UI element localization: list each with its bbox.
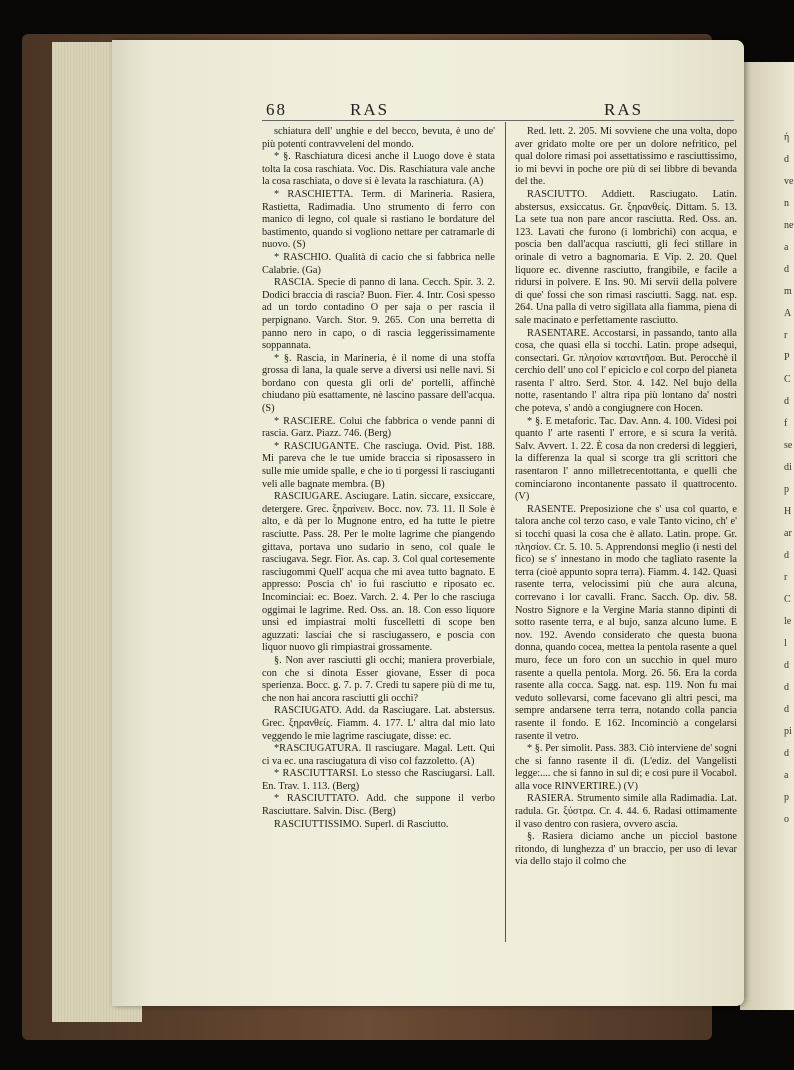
dictionary-entry: RASCIUTTO. Addiett. Rasciugato. Latin. abstersus, exsiccatus. Gr. ξηρανθείς. Dittam. 5. 13. La sete tua non pare ancor rasciutta. Red. Oss. an. 123. Lavati che furono (i lombrichi) con acqua, e poscia ben dall'acqua rasciutti, gli feci stillare in orinale di vetro a bagnomaria. E Vip. 2. 20. Quel liquore ec. divenne rasciutto, frangibile, e facile a ridursi in polvere. E Ins. 90. Mi servii della polvere di que' fossi che son rimasi rasciutti. Sagg. nat. esp. 264. Una palla di vetro sigillata alla fiamma, piena di sale macinato e perfettamente rasciutto. [515,188,737,326]
dictionary-entry: * RASCHIO. Qualità di cacio che si fabbrica nelle Calabrie. (Ga) [262,251,495,276]
dictionary-entry: RASCIA. Specie di panno di lana. Cecch. Spir. 3. 2. Dodici braccia di rascia? Buon. Fier. 4. Intr. Così spesso ad un tordo contadino O per saja o per rascia il perpignano. Varch. Stor. 9. 265. Con una berretta di panno nero in capo, o di rascia leggerissimamente soppannata. [262,277,495,352]
next-page-text-fragment: C [784,594,791,605]
dictionary-entry: RASENTE. Preposizione che s' usa col quarto, e talora anche col terzo caso, e vale Tanto vicino, ch' e' si tocchi quasi la cosa che è allato. Latin. prope. Gr. πλησίον. Cr. 5. 10. 5. Apprendonsi meglio (i nesti del fico) se s' innestano in modo che tagliato rasente la terra (cioè appunto sopra terra). Fiamm. 4. 142. Quasi rasente terra, velocissimi più che aura alcuna, correvano i lor cavalli. Franc. Sacch. Op. div. 58. Nostro Signore e la Vergine Maria stanno dipinti di sotto rasente terra, e al bujo, sanza alcuno lume. E nov. 192. Avendo considerato che questa buona donna, quando cocea, mettea la pentola rasente a quel muro, fece un foro con un succhio in quel muro rasente a quella pentola. Morg. 26. 56. Era la corda rasente alla cocca. Sagg. nat. esp. 119. Non fu mai veduto sollevarsi, come facevano gli altri pesci, ma sempre andarsene terra terra, notando colla pancia rasente il fondo. E 162. Incominciò a congelarsi rasente il vetro. [515,503,737,742]
next-page-text-fragment: o [784,814,789,825]
next-page-text-fragment: ve [784,176,794,187]
next-page-text-fragment: d [784,682,789,693]
next-page-text-fragment: d [784,264,789,275]
next-page-text-fragment: C [784,374,791,385]
right-column [515,126,737,869]
next-page-text-fragment: ne [784,220,794,231]
dictionary-entry: * §. Rascia, in Marineria, è il nome di una stoffa grossa di lana, la quale serve a diversi usi nelle navi. Si bordano con questa gli orli de' portelli, affinchè chiudano più esattamente, nè lascino passare dell'acqua. (S) [262,352,495,415]
next-page-text-fragment: a [784,770,789,781]
dictionary-entry: §. Rasiera diciamo anche un picciol bastone ritondo, di lunghezza d' un braccio, per uso di levar via dello stajo il colmo che [515,831,737,868]
next-page-text-fragment: d [784,154,789,165]
next-page-text-fragment: d [784,550,789,561]
dictionary-entry: * RASCIERE. Colui che fabbrica o vende panni di rascia. Garz. Piazz. 746. (Berg) [262,415,495,440]
left-running-head: RAS [350,100,390,119]
next-page-text-fragment: d [784,660,789,671]
next-page-text-fragment: p [784,792,789,803]
dictionary-entry: * RASCIUTTARSI. Lo stesso che Rasciugarsi. Lall. En. Trav. 1. 113. (Berg) [262,768,495,792]
next-page-text-fragment: l [784,638,787,649]
dictionary-entry: RASCIUGATO. Add. da Rasciugare. Lat. abstersus. Grec. ξηρανθείς. Fiamm. 4. 177. L' altra dal mio lato veggendo le mie lagrime rasciugate, disse: ec. [262,705,495,742]
next-page-text-fragment: di [784,462,792,473]
dictionary-entry: *RASCIUGATURA. Il rasciugare. Magal. Lett. Qui ci va ec. una rasciugatura di viso col fazzoletto. (A) [262,743,495,767]
next-page-text-fragment: le [784,616,792,627]
left-column [262,126,495,831]
dictionary-entry: * RASCIUTTATO. Add. che suppone il verbo Rasciuttare. Salvin. Disc. (Berg) [262,793,495,818]
header-rule [262,120,734,121]
page-number: 68 [266,100,287,119]
dictionary-entry: * RASCHIETTA. Term. di Marineria. Rasiera, Rastietta, Radimadia. Uno strumento di ferro con manico di legno, col quale si rastiano le bordature del bastimento, quando si vogliono nettare per catramarle di nuovo. (S) [262,188,495,251]
dictionary-entry: RASCIUTTISSIMO. Superl. di Rasciutto. [274,818,449,830]
next-page-text-fragment: d [784,704,789,715]
next-page-text-fragment: a [784,242,789,253]
dictionary-entry: Red. lett. 2. 205. Mi sovviene che una volta, dopo aver gridato molte ore per un dolore nefritico, pel qual dolore rimasi poi assettatissimo e rasciuttissimo, io mi bevvi in poche ore più di sei libbre di bevanda del the. [515,126,737,188]
next-page-text-fragment: A [784,308,792,319]
next-page-text-fragment: pi [784,726,792,737]
next-page-text-fragment: P [784,352,790,363]
right-running-head: RAS [604,100,644,119]
dictionary-entry: * §. Raschiatura dicesi anche il Luogo dove è stata tolta la cosa raschiata. Voc. Dis. Raschiatura vale anche la cosa raschiata, o dove si è levata la raschiatura. (A) [262,151,495,188]
dictionary-entry: RASENTARE. Accostarsi, in passando, tanto alla cosa, che quasi ella si tocchi. Latin. prope adsequi, consectari. Gr. πλησίον καταντῆσαι. But. Perocchè il cerchio dell' uno col l' epiciclo e col corpo del pianeta rasenta l' altro. Serd. Stor. 4. 142. Nel bujo della notte, rasentando l' altra ripa più lontano da' nostri che poteva, s' andò a congiugnere con Hocen. [515,327,737,415]
column-divider [505,122,506,942]
next-page-edge [740,62,794,1010]
next-page-text-fragment: ar [784,528,792,539]
next-page-text-fragment: f [784,418,788,429]
next-page-text-fragment: d [784,748,789,759]
dictionary-entry: * §. E metaforic. Tac. Dav. Ann. 4. 100. Videsi poi quanto l' arte rasenti l' errore, e si scura la verità. Salv. Avvert. 1. 22. È cosa da non credersi di leggieri, la differenza la qual si scorge tra gli scrittori che rasentaron l' anno milletrecentottanta, e quelli che cominciarono incontanente passato il quattrocento. (V) [515,415,737,503]
next-page-text-fragment: ή [784,132,790,143]
next-page-text-fragment: m [784,286,792,297]
next-page-text-fragment: p [784,484,789,495]
dictionary-entry: * §. Per simolit. Pass. 383. Ciò interviene de' sogni che si fanno rasente il dì. (L'ediz. del Vangelisti legge:.... che si fanno in sul dì; e così pure il Vocabol. alla voce RINVERTIRE.) (V) [515,743,737,792]
dictionary-entry: schiatura dell' unghie e del becco, bevuta, è uno de' più potenti contravveleni del mondo. [262,126,495,150]
dictionary-entry: RASCIUGARE. Asciugare. Latin. siccare, exsiccare, detergere. Grec. ξηραίνειν. Bocc. nov. 73. 11. Il Sole è alto, e dà per lo Mugnone entro, ed ha tutte le pietre rasciutte. Pass. 28. Per le molte lagrime che piangendo gittava, portava uno sudario in seno, col quale le rasciugava. Segr. Fior. As. cap. 3. Col qual cortesemente rasciugommi Quell' acqua che mi avea tutto bagnato. E appresso: Poscia ch' io fui rasciutto e riposato ec. Incominciai: ec. Boez. Varch. 2. 4. Per lo che rasciuga oggimai le lagrime. Red. Oss. an. 18. Con esso liquore unsi ed impiastrai molti fuscelletti di scope ben aguzzati: lasciai che si rasciugassero, e poscia con liquor nuovo gli rimpiastrai grossamente. [262,491,495,654]
dictionary-entry: §. Non aver rasciutti gli occhi; maniera proverbiale, con che si dinota Esser giovane, Esser di poca sperienza. Bocc. g. 7. p. 7. Credi tu sapere più di me tu, che non hai ancora rasciutti gli occhi? [262,654,495,704]
next-page-text-fragment: n [784,198,789,209]
dictionary-entry: RASIERA. Strumento simile alla Radimadia. Lat. radula. Gr. ξύστρα. Cr. 4. 44. 6. Radasi ottimamente il vaso dentro con rasiera, ovvero ascia. [515,793,737,830]
next-page-text-fragment: se [784,440,793,451]
next-page-text-fragment: d [784,396,789,407]
dictionary-entry: * RASCIUGANTE. Che rasciuga. Ovid. Pist. 188. Mi pareva che le tue umide braccia si riposassero in sulle mie umide spalle, e che io ti porgessi li rasciuganti veli alle bagnate membra. (B) [262,440,495,490]
next-page-text-fragment: r [784,330,788,341]
next-page-text-fragment: H [784,506,792,517]
next-page-text-fragment: r [784,572,788,583]
